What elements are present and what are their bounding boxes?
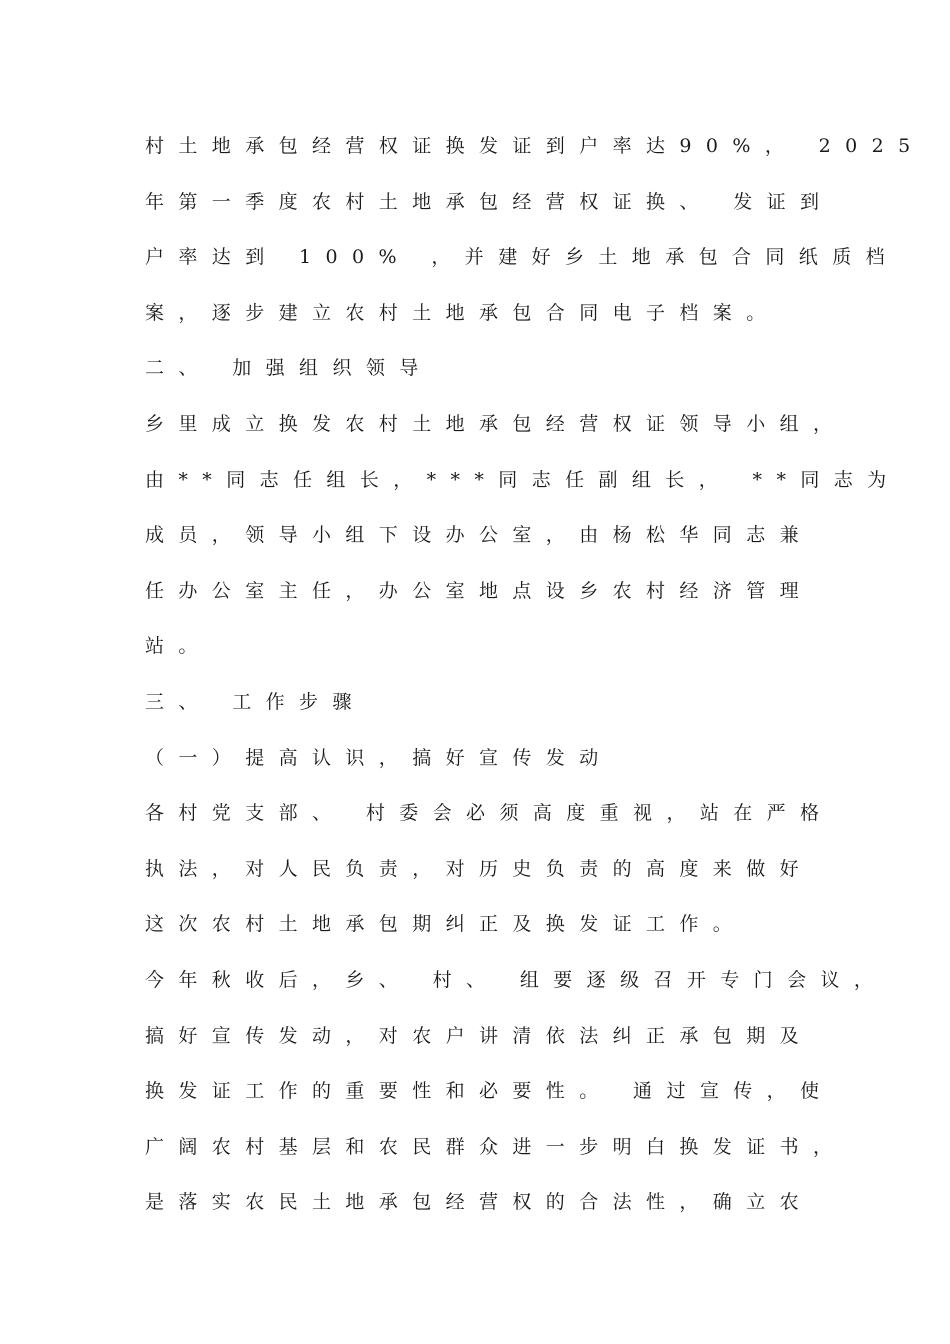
text-line: 乡里成立换发农村土地承包经营权证领导小组， <box>145 412 847 435</box>
section-heading: 二、 加强组织领导 <box>145 357 433 380</box>
text-line: 广阔农村基层和农民群众进一步明白换发证书， <box>145 1135 847 1158</box>
text-line: 任办公室主任，办公室地点设乡农村经济管理 <box>145 579 814 602</box>
text-line: 执法，对人民负责，对历史负责的高度来做好 <box>145 857 814 880</box>
text-line: 成员，领导小组下设办公室，由杨松华同志兼 <box>145 524 814 547</box>
text-line: 这次农村土地承包期纠正及换发证工作。 <box>145 913 747 936</box>
text-line: 今年秋收后，乡、 村、 组要逐级召开专门会议， <box>145 968 888 991</box>
text-line: 搞好宣传发动，对农户讲清依法纠正承包期及 <box>145 1024 814 1047</box>
document-body <box>145 124 925 1236</box>
text-line: 各村党支部、 村委会必须高度重视，站在严格 <box>145 802 834 825</box>
text-line: 站。 <box>145 635 212 658</box>
text-line: 年第一季度农村土地承包经营权证换、 发证到 <box>145 190 834 213</box>
text-line: 户率达到 100% ，并建好乡土地承包合同纸质档 <box>145 246 899 269</box>
section-heading: 三、 工作步骤 <box>145 690 366 713</box>
text-line: 案，逐步建立农村土地承包合同电子档案。 <box>145 301 780 324</box>
text-line: 村土地承包经营权证换发证到户率达90%， 2025 <box>145 135 925 157</box>
text-line: 由**同志任组长，***同志任副组长， **同志为 <box>145 468 901 491</box>
text-line: 换发证工作的重要性和必要性。 通过宣传，使 <box>145 1080 834 1103</box>
subsection-heading: （一）提高认识，搞好宣传发动 <box>145 746 613 769</box>
text-line: 是落实农民土地承包经营权的合法性，确立农 <box>145 1191 814 1214</box>
